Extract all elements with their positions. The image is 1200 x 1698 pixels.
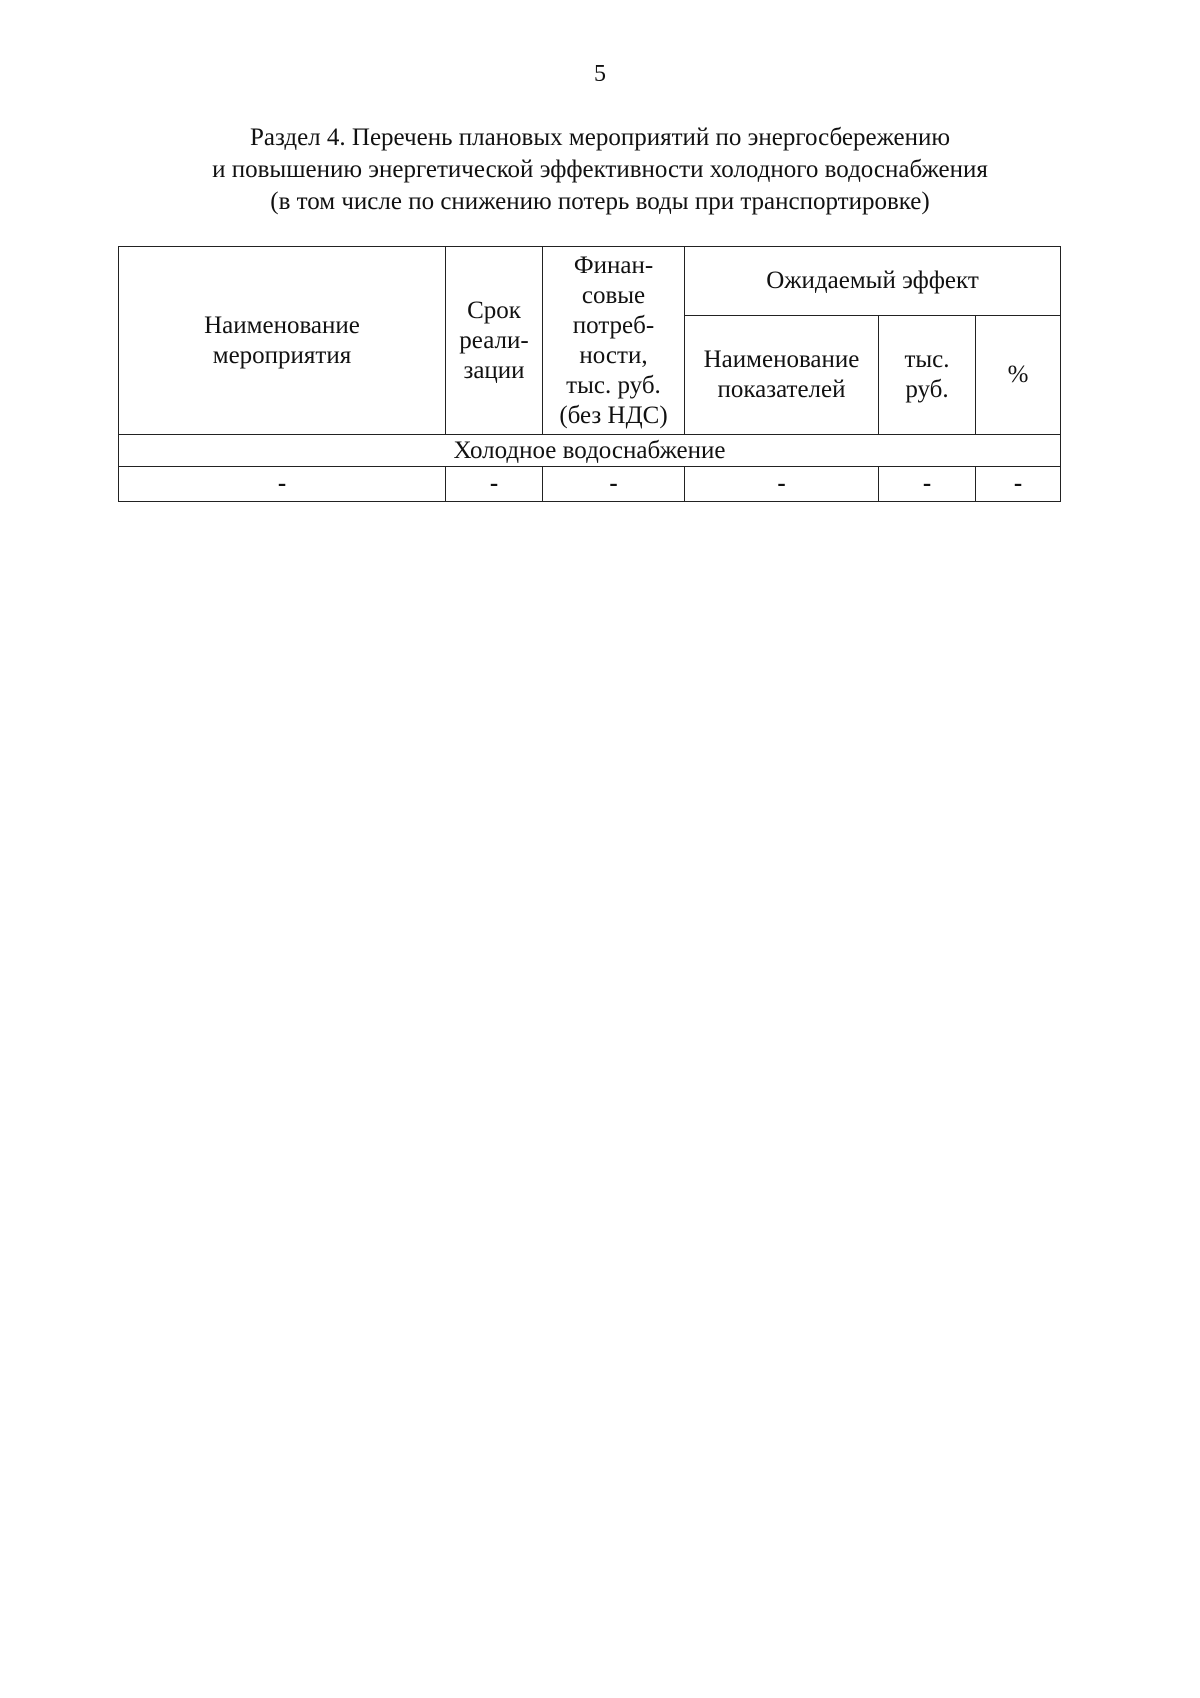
measures-table xyxy=(118,246,1061,502)
cell-percent: - xyxy=(976,467,1061,502)
cell-measure-name: - xyxy=(119,467,446,502)
header-thousand-rub: тыс. руб. xyxy=(879,316,976,435)
title-line-1: Раздел 4. Перечень плановых мероприятий по энергосбережению xyxy=(249,124,951,151)
cell-term: - xyxy=(446,467,543,502)
section-label: Холодное водоснабжение xyxy=(119,435,1061,467)
header-term: Срок реали- зации xyxy=(446,247,543,435)
header-measure-name: Наименование мероприятия xyxy=(119,247,446,435)
header-percent: % xyxy=(976,316,1061,435)
header-indicator-name: Наименование показателей xyxy=(685,316,879,435)
cell-thousand-rub: - xyxy=(879,467,976,502)
cell-financial-needs: - xyxy=(543,467,685,502)
title-line-3: (в том числе по снижению потерь воды при транспортировке) xyxy=(270,188,930,215)
header-row-1 xyxy=(119,247,1061,316)
section-title xyxy=(120,122,1080,218)
header-expected-effect: Ожидаемый эффект xyxy=(685,247,1061,316)
table-row xyxy=(119,467,1061,502)
section-row-cold-water xyxy=(119,435,1061,467)
title-line-2: и повышению энергетической эффективности холодного водоснабжения xyxy=(212,156,988,183)
page-number: 5 xyxy=(594,61,606,87)
header-financial-needs: Финан- совые потреб- ности, тыс. руб. (без НДС) xyxy=(543,247,685,435)
cell-indicator-name: - xyxy=(685,467,879,502)
